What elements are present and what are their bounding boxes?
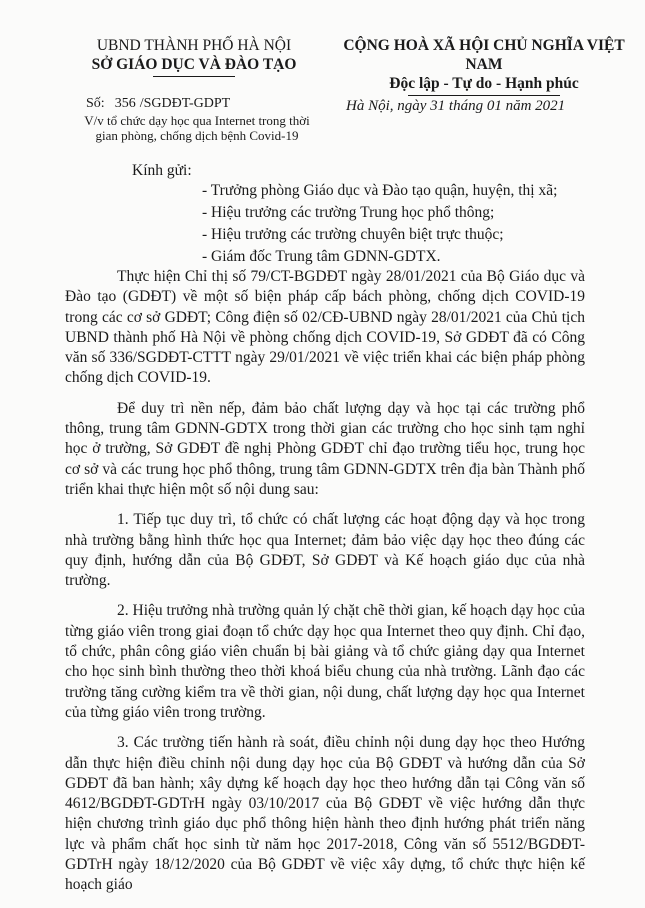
document-body: [65, 267, 585, 906]
recipient-item: - Hiệu trưởng các trường Trung học phổ thông;: [202, 204, 495, 221]
date-day: 31: [430, 98, 446, 114]
issuer-underline: [153, 76, 235, 77]
body-paragraph: 3. Các trường tiến hành rà soát, điều chỉnh nội dung dạy học theo Hướng dẫn thực hiện điều chỉnh nội dung dạy học của Bộ GDĐT và hướng dẫn của Sở GDĐT đã ban hành; xây dựng kế hoạch dạy học theo hướng dẫn tại Công văn số 4612/BGDĐT-GDTrH ngày 03/10/2017 của Bộ GDĐT về việc hướng dẫn thực hiện chương trình giáo dục phổ thông hiện hành theo định hướng phát triển năng lực và phẩm chất học sinh từ năm học 2017-2018, Công văn số 5512/BGDĐT-GDTrH ngày 18/12/2020 của Bộ GDĐT về việc xây dựng, tổ chức thực hiện kế hoạch giáo: [65, 734, 585, 894]
issuer-department: SỞ GIÁO DỤC VÀ ĐÀO TẠO: [91, 56, 297, 73]
motto-underline: [408, 95, 560, 96]
document-number-code: /SGDĐT-GDPT: [139, 96, 231, 111]
document-number: [86, 96, 230, 112]
body-paragraph: Thực hiện Chỉ thị số 79/CT-BGDĐT ngày 28/01/2021 của Bộ Giáo dục và Đào tạo (GDĐT) về một số biện pháp cấp bách phòng, chống dịch COVID-19 trong các cơ sở GDĐT; Công điện số 02/CĐ-UBND ngày 28/01/2021 của Chủ tịch UBND thành phố Hà Nội về phòng chống dịch COVID-19, Sở GDĐT đã có Công văn số 336/SGDĐT-CTTT ngày 29/01/2021 về việc triển khai các biện pháp phòng chống dịch COVID-19.: [65, 268, 585, 387]
date-month-label: tháng: [448, 98, 484, 114]
issuer-block: [54, 36, 334, 77]
national-motto: Độc lập - Tự do - Hạnh phúc: [389, 75, 579, 92]
issuer-name: UBND THÀNH PHỐ HÀ NỘI: [96, 37, 292, 54]
date-month: 01: [486, 98, 502, 114]
national-motto-block: [334, 36, 634, 96]
recipient-item: - Hiệu trưởng các trường chuyên biệt trực thuộc;: [202, 226, 504, 243]
body-paragraph: 1. Tiếp tục duy trì, tổ chức có chất lượng các hoạt động dạy và học trong nhà trường bằng hình thức học qua Internet; đảm bảo việc dạy học theo đúng các quy định, hướng dẫn của Bộ GDĐT, Sở GDĐT và Kế hoạch giáo dục của nhà trường.: [65, 511, 585, 590]
recipients-label: Kính gửi:: [132, 162, 192, 179]
date-year: năm 2021: [505, 98, 566, 114]
document-number-label: Số:: [86, 96, 105, 111]
body-paragraph: Để duy trì nền nếp, đảm bảo chất lượng dạy và học tại các trường phổ thông, trung tâm GDNN-GDTX trong thời gian các trường cho học sinh tạm nghỉ học ở trường, Sở GDĐT đề nghị Phòng GDĐT chỉ đạo trường tiểu học, trung học cơ sở và các trung học phổ thông, trung tâm GDNN-GDTX trên địa bàn Thành phố triển khai thực hiện một số nội dung sau:: [65, 399, 585, 498]
document-subject: V/v tổ chức dạy học qua Internet trong thời gian phòng, chống dịch bệnh Covid-19: [84, 113, 310, 143]
body-paragraph: 2. Hiệu trưởng nhà trường quản lý chặt chẽ thời gian, kế hoạch dạy học của từng giáo viên trong giai đoạn tổ chức dạy học qua Internet theo quy định. Chỉ đạo, tổ chức, phân công giáo viên chuẩn bị bài giảng và tổ chức giảng dạy qua Internet cho học sinh bình thường theo thời khoá biểu chung của nhà trường. Lãnh đạo các trường tăng cường kiểm tra về thời gian, nội dung, chất lượng dạy học qua Internet của từng giáo viên trong trường.: [65, 602, 585, 721]
document-number-value: 356: [114, 96, 136, 111]
document-date: [346, 98, 565, 115]
recipients-list: [202, 180, 557, 268]
date-prefix: Hà Nội, ngày: [346, 98, 427, 114]
recipient-item: - Giám đốc Trung tâm GDNN-GDTX.: [202, 248, 441, 265]
recipient-item: - Trưởng phòng Giáo dục và Đào tạo quận, huyện, thị xã;: [202, 182, 558, 199]
national-title: CỘNG HOÀ XÃ HỘI CHỦ NGHĨA VIỆT NAM: [343, 37, 625, 73]
